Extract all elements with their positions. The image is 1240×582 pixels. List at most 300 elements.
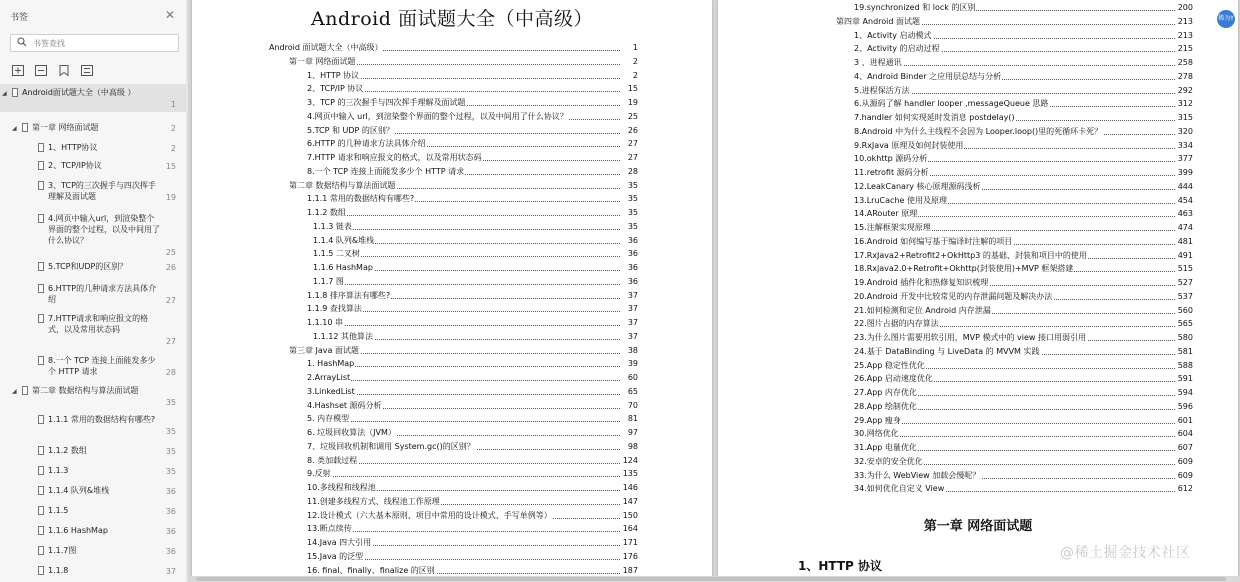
toc-entry[interactable] <box>854 429 1193 439</box>
toc-entry[interactable] <box>307 153 638 163</box>
document-page-left <box>192 0 712 582</box>
sidebar-bookmark-item[interactable] <box>0 462 186 479</box>
toc-entry[interactable] <box>854 196 1193 206</box>
bookmark-icon <box>38 284 44 293</box>
sidebar-bookmark-item[interactable] <box>0 522 186 539</box>
sidebar-bookmark-item[interactable] <box>0 382 186 410</box>
bookmark-label: 第二章 数据结构与算法面试题 <box>32 386 139 395</box>
toc-entry[interactable] <box>307 456 638 466</box>
toc-page-number: 609 <box>1177 470 1193 480</box>
bookmark-page-number: 36 <box>165 507 176 516</box>
bookmark-label: 3、TCP的三次握手与四次挥手理解及面试题 <box>48 181 156 201</box>
toc-entry-text: 1.1.6 HashMap <box>313 263 373 272</box>
collapse-all-icon[interactable] <box>35 65 47 76</box>
toc-page-number: 491 <box>1177 250 1193 260</box>
sidebar-bookmark-item[interactable] <box>0 502 186 519</box>
toc-entry-text: 第三章 Java 面试题 <box>289 345 359 355</box>
bookmark-page-number: 27 <box>165 296 176 305</box>
toc-page-number: 176 <box>622 551 638 561</box>
toc-page-number: 444 <box>1177 181 1193 191</box>
toc-page-number: 292 <box>1177 85 1193 95</box>
bookmark-page-number: 36 <box>165 527 176 536</box>
toc-entry[interactable] <box>854 237 1193 247</box>
toc-page-number: 37 <box>622 291 638 301</box>
toc-entry-text: 1.1.12 其他算法 <box>313 331 373 341</box>
toc-entry-text: 第一章 网络面试题 <box>289 56 356 66</box>
toc-entry[interactable] <box>313 263 638 273</box>
toc-page-number: 135 <box>622 469 638 479</box>
toc-page-number: 27 <box>622 139 638 149</box>
document-page-right <box>718 0 1238 582</box>
toc-page-number: 463 <box>1177 209 1193 219</box>
toc-page-number: 19 <box>622 98 638 108</box>
toc-entry-text: 14.ARouter 原理 <box>854 209 918 219</box>
toc-entry[interactable] <box>854 86 1193 96</box>
toc-page-number: 565 <box>1177 319 1193 329</box>
toc-entry-text: 6. 垃圾回收算法（JVM） <box>307 428 396 437</box>
bookmark-label: 1.1.4 队列&堆栈 <box>48 486 110 495</box>
toc-page-number: 537 <box>1177 291 1193 301</box>
bookmark-page-number: 35 <box>165 447 176 456</box>
toc-page-number: 70 <box>622 401 638 411</box>
toc-entry[interactable] <box>854 388 1193 398</box>
toc-page-number: 25 <box>622 112 638 122</box>
toc-page-number: 81 <box>622 414 638 424</box>
bookmark-page-number: 35 <box>165 467 176 476</box>
bookmark-label: 8.一个 TCP 连接上面能发多少个 HTTP 请求 <box>48 356 156 376</box>
toc-entry[interactable] <box>307 373 638 383</box>
bookmark-label: 7.HTTP请求和响应报文的格式，以及常用状态码 <box>48 314 149 334</box>
toc-page-number: 377 <box>1177 154 1193 164</box>
toc-entry-text: 3、TCP 的三次握手与四次挥手理解及面试题 <box>307 98 466 107</box>
toc-entry-text: 13.LruCache 使用及原理 <box>854 195 947 205</box>
toc-entry-text: 1、HTTP 协议 <box>307 70 360 80</box>
toc-entry[interactable] <box>307 538 638 548</box>
sidebar-bookmark-item[interactable] <box>0 562 186 579</box>
toc-entry-text: 28.App 绘制优化 <box>854 401 917 411</box>
toc-entry[interactable] <box>307 112 638 122</box>
toc-page-number: 591 <box>1177 374 1193 384</box>
toc-entry[interactable] <box>854 264 1193 274</box>
sidebar-bookmark-item[interactable] <box>0 258 186 275</box>
bookmark-page-number: 25 <box>165 248 176 257</box>
bookmark-label: 1.1.6 HashMap <box>48 526 108 535</box>
toc-entry-text: 1.1.1 常用的数据结构有哪些? <box>307 194 415 204</box>
bookmark-page-number: 26 <box>165 263 176 272</box>
bookmark-label: 第一章 网络面试题 <box>32 123 99 132</box>
toc-entry-text: 33.为什么 WebView 加载会慢呢？ <box>854 470 981 480</box>
toc-entry[interactable] <box>307 139 638 149</box>
toc-entry[interactable] <box>854 471 1193 481</box>
bookmark-label: 1.1.3 <box>48 466 69 475</box>
toc-page-number: 315 <box>1177 113 1193 122</box>
toc-entry[interactable] <box>313 236 638 246</box>
toc-entry[interactable] <box>854 168 1193 178</box>
toc-entry[interactable] <box>307 387 638 397</box>
bookmark-icon <box>22 386 28 395</box>
sidebar-bookmark-item[interactable] <box>0 119 186 136</box>
toc-entry[interactable] <box>269 43 638 53</box>
toc-entry-text: 22.图片占据的内存算法 <box>854 319 939 329</box>
toc-page-number: 124 <box>622 455 638 465</box>
toc-page-number: 36 <box>622 277 638 287</box>
toc-entry-text: 8.Android 中为什么主线程不会因为 Looper.loop()里的死循环卡死？ <box>854 126 1103 136</box>
bookmark-icon <box>38 546 44 555</box>
toc-page-number: 39 <box>622 359 638 369</box>
sidebar-bookmark-item[interactable] <box>0 542 186 559</box>
toc-page-number: 37 <box>622 304 638 314</box>
toc-entry-text: 32.安卓的安全优化 <box>854 456 923 466</box>
toc-entry-text: 19.synchronized 和 lock 的区别 <box>854 3 976 12</box>
toc-page-number: 454 <box>1177 195 1193 205</box>
toc-page-number: 98 <box>622 442 638 452</box>
bookmark-label: 1.1.7图 <box>48 546 77 555</box>
toc-entry[interactable] <box>854 99 1193 109</box>
bookmark-icon <box>38 143 44 152</box>
toc-entry-text: 1、Activity 启动模式 <box>854 30 932 40</box>
add-bookmark-icon[interactable] <box>58 65 70 76</box>
toc-entry-text: 1.1.7 图 <box>313 276 344 286</box>
toc-page-number: 334 <box>1177 140 1193 150</box>
toc-entry-text: 11.创建多线程方式、线程池工作原理 <box>307 496 440 506</box>
bookmark-page-number: 2 <box>170 124 176 133</box>
toc-entry[interactable] <box>854 457 1193 467</box>
toc-entry[interactable] <box>854 278 1193 288</box>
bookmark-panel-title: 书签 <box>10 13 29 23</box>
toc-entry[interactable] <box>854 209 1193 219</box>
scrollbar-thumb[interactable] <box>196 577 1226 581</box>
toc-entry-text: Android 面试题大全（中高级） <box>269 43 383 52</box>
toc-entry-text: 9.反射 <box>307 469 331 479</box>
sidebar-bookmark-item[interactable] <box>0 310 186 349</box>
toc-entry-text: 7.HTTP 请求和响应报文的格式，以及常用状态码 <box>307 153 482 162</box>
toc-entry-text: 2、TCP/IP 协议 <box>307 84 364 94</box>
bookmark-icon <box>38 262 44 271</box>
toc-entry[interactable] <box>854 374 1193 384</box>
toc-entry-text: 18.Rxjava2.0+Retrofit+Okhttp(封装使用)+MVP 框架搭建 <box>854 264 1074 274</box>
sidebar-bookmark-item[interactable] <box>0 139 186 156</box>
bookmark-icon <box>38 161 44 170</box>
bookmark-label: Android面试题大全（中高级 ） <box>22 88 136 97</box>
toc-entry[interactable] <box>854 251 1193 261</box>
toc-page-number: 36 <box>622 236 638 246</box>
expand-all-icon[interactable] <box>12 65 24 76</box>
chevron-down-icon[interactable]: ◢ <box>2 90 7 97</box>
toc-entry-text: 24.基于 DataBinding 与 LiveData 的 MVVM 实践 <box>854 346 1040 356</box>
toc-entry[interactable] <box>854 333 1193 343</box>
toc-entry[interactable] <box>854 58 1193 68</box>
toc-page-number: 187 <box>622 565 638 575</box>
toc-entry[interactable] <box>854 416 1193 426</box>
toc-entry-text: 6.从源码了解 handler looper ,messageQueue 思路 <box>854 99 1049 109</box>
toc-entry[interactable] <box>313 277 638 287</box>
sidebar-bookmark-item[interactable] <box>0 210 186 260</box>
bookmark-icon <box>12 88 18 97</box>
toc-entry-text: 1.1.9 查找算法 <box>307 304 362 314</box>
toc-entry-text: 7、垃圾回收机制和调用 System.gc()的区别？ <box>307 441 475 451</box>
toc-entry[interactable] <box>307 524 638 534</box>
toc-entry-text: 第四章 Android 面试题 <box>836 16 921 26</box>
toc-page-number: 38 <box>622 346 638 356</box>
sidebar-bookmark-item[interactable] <box>0 280 186 308</box>
toc-page-number: 481 <box>1177 236 1193 246</box>
toc-entry-text: 1.1.3 链表 <box>313 221 352 231</box>
toc-entry[interactable] <box>307 291 638 301</box>
toc-page-number: 399 <box>1177 168 1193 177</box>
toc-entry[interactable] <box>307 71 638 81</box>
toc-entry[interactable] <box>854 113 1193 123</box>
toc-page-number: 609 <box>1177 456 1193 466</box>
bookmark-label: 2、TCP/IP协议 <box>48 161 102 170</box>
bookmark-icon <box>38 214 44 223</box>
sidebar-bookmark-item[interactable] <box>0 442 186 459</box>
toc-entry[interactable] <box>854 31 1193 41</box>
sidebar-bookmark-item[interactable] <box>0 177 186 205</box>
toc-entry[interactable] <box>307 359 638 369</box>
toc-page-number: 581 <box>1177 346 1193 356</box>
bookmark-page-number: 27 <box>165 337 176 346</box>
toc-entry[interactable] <box>313 332 638 342</box>
toc-entry-text: 4、Android Binder 之应用层总结与分析 <box>854 71 1002 81</box>
watermark: @稀土掘金技术社区 <box>1060 545 1191 561</box>
toc-entry-text: 25.App 稳定性优化 <box>854 360 925 370</box>
toc-page-number: 601 <box>1177 415 1193 425</box>
toc-entry[interactable] <box>854 182 1193 192</box>
bookmark-page-number: 2 <box>170 144 176 153</box>
sidebar-bookmark-item[interactable] <box>0 157 186 174</box>
toc-entry-text: 2、Activity 的启动过程 <box>854 44 940 54</box>
toc-entry-text: 17.RxJava2+Retrofit2+OkHttp3 的基础、封装和项目中的使用 <box>854 250 1087 260</box>
bookmark-icon <box>38 181 44 190</box>
toc-entry[interactable] <box>289 57 638 67</box>
toc-page-number: 35 <box>622 222 638 232</box>
sidebar-scrollbar[interactable] <box>186 0 188 582</box>
toc-page-number: 171 <box>622 538 638 547</box>
bookmark-icon <box>38 415 44 424</box>
toc-entry-text: 1.1.10 串 <box>307 318 343 327</box>
toc-entry[interactable] <box>836 17 1193 27</box>
toc-entry[interactable] <box>307 84 638 94</box>
bookmark-icon <box>22 123 28 132</box>
toc-entry-text: 4.Hashset 源码分析 <box>307 400 382 410</box>
toc-page-number: 474 <box>1177 223 1193 232</box>
toc-page-number: 604 <box>1177 429 1193 439</box>
toc-page-number: 35 <box>622 181 638 191</box>
toc-page-number: 2 <box>622 71 638 81</box>
chevron-down-icon[interactable]: ◢ <box>12 125 17 132</box>
bookmark-page-number: 36 <box>165 487 176 496</box>
toc-entry[interactable] <box>854 72 1193 82</box>
toc-page-number: 612 <box>1177 484 1193 494</box>
toc-page-number: 15 <box>622 84 638 94</box>
toc-entry[interactable] <box>307 442 638 452</box>
toc-entry-text: 16. final、finally、finalize 的区别 <box>307 565 435 575</box>
toc-page-number: 150 <box>622 510 638 520</box>
bookmark-page-number: 35 <box>165 398 176 407</box>
toc-page-number: 200 <box>1177 3 1193 12</box>
horizontal-scrollbar[interactable] <box>190 576 1240 582</box>
bookmark-settings-icon[interactable] <box>81 65 93 76</box>
toc-entry[interactable] <box>854 306 1193 316</box>
toc-page-number: 596 <box>1177 401 1193 411</box>
sidebar-bookmark-item[interactable] <box>0 352 186 380</box>
bookmark-page-number: 36 <box>165 547 176 556</box>
toc-entry[interactable] <box>313 249 638 259</box>
toc-page-number: 607 <box>1177 443 1193 452</box>
toc-entry-text: 3.LinkedList <box>307 386 355 396</box>
toc-entry[interactable] <box>854 292 1193 302</box>
toc-entry-text: 8. 类加载过程 <box>307 455 358 465</box>
toc-entry-text: 26.App 启动速度优化 <box>854 374 933 384</box>
bookmark-label: 1.1.1 常用的数据结构有哪些? <box>48 415 156 424</box>
toc-entry-text: 1.1.8 排序算法有哪些? <box>307 290 391 300</box>
toc-entry-text: 13.断点续传 <box>307 524 352 534</box>
toc-entry-text: 1.1.5 二叉树 <box>313 249 360 259</box>
toc-entry-text: 10.多线程和线程池 <box>307 483 376 492</box>
sidebar-bookmark-item[interactable] <box>0 84 186 112</box>
toc-page-number: 36 <box>622 249 638 259</box>
toc-page-number: 35 <box>622 194 638 204</box>
bookmark-icon <box>38 356 44 365</box>
bookmark-page-number: 19 <box>165 193 176 202</box>
toc-entry[interactable] <box>307 194 638 204</box>
toc-entry[interactable] <box>307 483 638 493</box>
bookmark-toolbar <box>12 61 99 75</box>
toc-entry[interactable] <box>307 566 638 576</box>
sidebar-bookmark-item[interactable] <box>0 411 186 439</box>
bookmark-page-number: 15 <box>165 162 176 171</box>
toc-entry-text: 20.Android 开发中比较常见的内存泄漏问题及解决办法 <box>854 291 1053 301</box>
toc-page-number: 37 <box>622 332 638 342</box>
toc-entry[interactable] <box>854 44 1193 54</box>
bookmark-page-number: 35 <box>165 427 176 436</box>
bookmark-icon <box>38 466 44 475</box>
toc-entry[interactable] <box>307 126 638 136</box>
toc-entry[interactable] <box>307 428 638 438</box>
toc-entry[interactable] <box>854 223 1193 233</box>
toc-page-number: 312 <box>1177 99 1193 109</box>
toc-entry[interactable] <box>307 469 638 479</box>
toc-page-number: 588 <box>1177 360 1193 370</box>
toc-entry-text: 11.retrofit 源码分析 <box>854 168 929 177</box>
bookmark-label: 4.网页中输入url，到渲染整个界面的整个过程，以及中间用了什么协议？ <box>48 214 160 245</box>
bookmark-page-number: 37 <box>165 567 176 576</box>
toc-entry-text: 29.App 瘦身 <box>854 415 901 425</box>
toc-entry[interactable] <box>854 319 1193 329</box>
document-title: Android 面试题大全（中高级） <box>311 8 593 30</box>
search-icon <box>17 37 27 50</box>
toc-entry[interactable] <box>854 141 1193 151</box>
toc-page-number: 60 <box>622 373 638 383</box>
toc-entry-text: 8.一个 TCP 连接上面能发多少个 HTTP 请求 <box>307 166 465 176</box>
toc-entry-text: 4.网页中输入 url，到渲染整个界面的整个过程，以及中间用了什么协议？ <box>307 111 568 121</box>
toc-entry-text: 12.LeakCanary 核心原理源码浅析 <box>854 181 981 191</box>
toc-entry-text: 23.为什么图片需要用软引用，MVP 模式中的 view 接口用弱引用 <box>854 333 1086 342</box>
toc-page-number: 580 <box>1177 333 1193 342</box>
toc-entry-text: 27.App 内存优化 <box>854 388 917 397</box>
toc-entry-text: 7.handler 如何实现延时发消息 postdelay() <box>854 113 1015 122</box>
toc-entry[interactable] <box>307 497 638 507</box>
toc-entry[interactable] <box>854 361 1193 371</box>
avatar[interactable]: 稀为Y <box>1217 10 1235 28</box>
toc-page-number: 215 <box>1177 44 1193 54</box>
toc-page-number: 28 <box>622 167 638 177</box>
toc-entry[interactable] <box>307 304 638 314</box>
toc-page-number: 26 <box>622 126 638 136</box>
bookmark-label: 1.1.5 <box>48 506 69 515</box>
toc-entry[interactable] <box>854 127 1193 137</box>
toc-entry[interactable] <box>307 98 638 108</box>
toc-entry-text: 34.如何优化自定义 View <box>854 484 945 494</box>
toc-entry[interactable] <box>854 3 1193 13</box>
toc-page-number: 213 <box>1177 16 1193 26</box>
toc-entry-text: 31.App 电量优化 <box>854 443 917 452</box>
toc-entry-text: 15.注解框架实现原理 <box>854 223 931 232</box>
toc-entry[interactable] <box>307 318 638 328</box>
section-heading: 1、HTTP 协议 <box>798 559 883 573</box>
toc-entry[interactable] <box>307 208 638 218</box>
chevron-down-icon[interactable]: ◢ <box>12 388 17 395</box>
toc-entry[interactable] <box>854 154 1193 164</box>
bookmark-search-input[interactable] <box>33 37 173 49</box>
bookmark-icon <box>38 486 44 495</box>
toc-entry-text: 16.Android 如何编写基于编译时注解的项目 <box>854 236 1013 246</box>
toc-entry[interactable] <box>307 511 638 521</box>
bookmark-page-number: 28 <box>165 368 176 377</box>
toc-entry[interactable] <box>289 346 638 356</box>
close-icon[interactable]: ✕ <box>165 8 176 22</box>
toc-entry-text: 1.1.2 数组 <box>307 208 346 217</box>
toc-entry[interactable] <box>854 443 1193 453</box>
toc-entry[interactable] <box>307 167 638 177</box>
toc-entry-text: 15.Java 的泛型 <box>307 551 364 561</box>
toc-page-number: 2 <box>622 57 638 67</box>
toc-entry[interactable] <box>289 181 638 191</box>
chapter-heading: 第一章 网络面试题 <box>923 519 1033 534</box>
bookmark-label: 1.1.8 <box>48 566 69 575</box>
toc-page-number: 27 <box>622 153 638 163</box>
toc-entry[interactable] <box>854 402 1193 412</box>
toc-entry-text: 5.进程保活方法 <box>854 85 910 95</box>
toc-page-number: 35 <box>622 208 638 218</box>
toc-entry[interactable] <box>854 484 1193 494</box>
bookmark-label: 6.HTTP的几种请求方法具体介绍 <box>48 284 157 304</box>
toc-page-number: 37 <box>622 318 638 328</box>
toc-entry-text: 2.ArrayList <box>307 373 351 382</box>
bookmark-label: 5.TCP和UDP的区别？ <box>48 262 128 271</box>
toc-page-number: 1 <box>622 43 638 53</box>
bookmark-search-box[interactable] <box>10 34 179 52</box>
toc-entry[interactable] <box>313 222 638 232</box>
toc-entry[interactable] <box>854 347 1193 357</box>
toc-entry-text: 10.okhttp 源码分析 <box>854 154 928 164</box>
bookmark-label: 1.1.2 数组 <box>48 446 87 455</box>
toc-page-number: 164 <box>622 524 638 534</box>
toc-page-number: 147 <box>622 496 638 506</box>
toc-entry[interactable] <box>307 552 638 562</box>
toc-entry-text: 5. 内存模型 <box>307 414 350 424</box>
toc-entry[interactable] <box>307 414 638 424</box>
toc-entry-text: 19.Android 插件化和热修复知识梳理 <box>854 278 989 287</box>
toc-page-number: 36 <box>622 263 638 273</box>
toc-entry[interactable] <box>307 401 638 411</box>
bookmark-icon <box>38 314 44 323</box>
bookmark-icon <box>38 446 44 455</box>
toc-entry-text: 9.RxJava 原理及如何封装使用 <box>854 140 964 150</box>
bookmark-icon <box>38 566 44 575</box>
toc-entry-text: 6.HTTP 的几种请求方法具体介绍 <box>307 139 426 149</box>
sidebar-bookmark-item[interactable] <box>0 482 186 499</box>
